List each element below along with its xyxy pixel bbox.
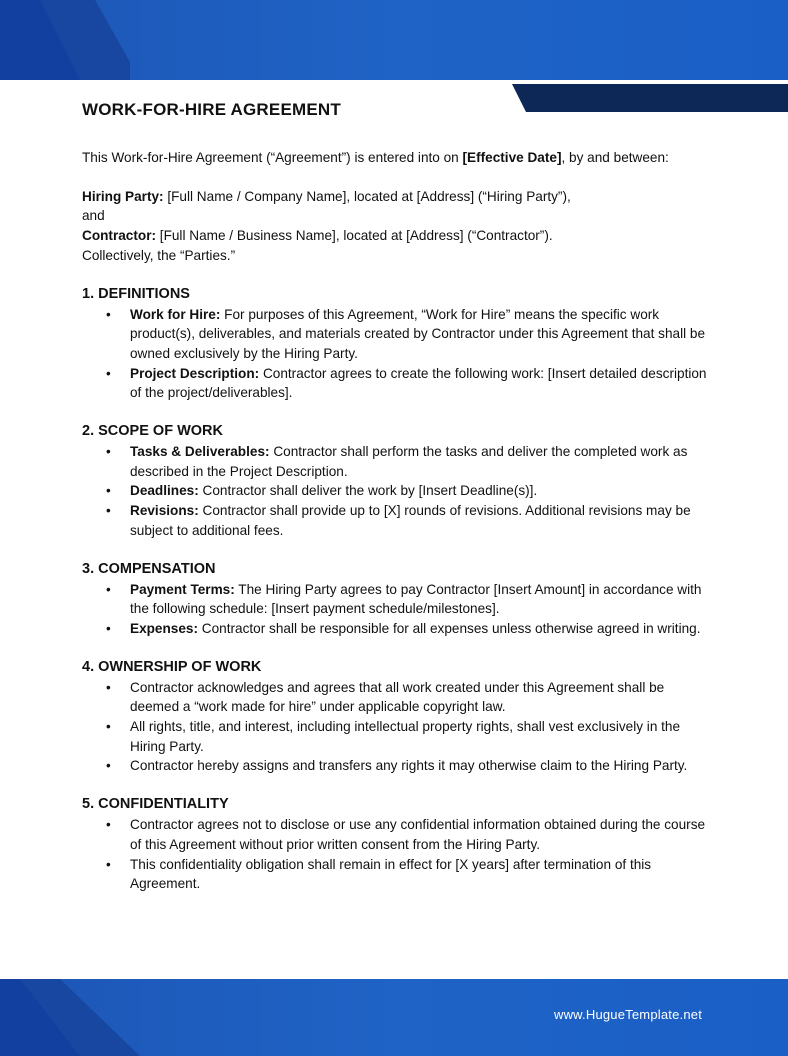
hiring-party-text: [Full Name / Company Name], located at [Address] (“Hiring Party”), bbox=[163, 188, 571, 204]
section-heading: 1. DEFINITIONS bbox=[82, 285, 190, 302]
bullet-icon: • bbox=[106, 856, 111, 872]
sections-container bbox=[82, 284, 712, 894]
section-heading: 3. COMPENSATION bbox=[82, 560, 216, 577]
parties-block bbox=[82, 187, 712, 266]
item-label: Payment Terms: bbox=[130, 581, 235, 597]
document-body bbox=[82, 96, 712, 894]
contractor-line bbox=[82, 226, 712, 246]
item-label: Project Description: bbox=[130, 365, 260, 381]
section-heading: 5. CONFIDENTIALITY bbox=[82, 796, 229, 813]
section-bullet-list bbox=[82, 815, 712, 894]
item-label: Revisions: bbox=[130, 503, 199, 519]
effective-date-placeholder: [Effective Date] bbox=[462, 150, 562, 165]
section-heading: 4. OWNERSHIP OF WORK bbox=[82, 658, 262, 675]
bullet-icon: • bbox=[106, 817, 111, 833]
item-text: Contractor shall be responsible for all expenses unless otherwise agreed in writing. bbox=[198, 620, 701, 636]
section-bullet-list bbox=[82, 678, 712, 777]
list-item bbox=[106, 756, 712, 776]
list-item bbox=[106, 501, 712, 540]
item-text: This confidentiality obligation shall remain in effect for [X years] after termination of this Agreement. bbox=[130, 856, 652, 892]
bullet-icon: • bbox=[106, 365, 111, 381]
list-item bbox=[106, 815, 712, 854]
contractor-text: [Full Name / Business Name], located at [Address] (“Contractor”). bbox=[156, 228, 553, 244]
list-item bbox=[106, 305, 712, 364]
intro-text-start: This Work-for-Hire Agreement (“Agreement”) is entered into on bbox=[82, 150, 463, 165]
item-label: Deadlines: bbox=[130, 483, 199, 499]
hiring-party-label: Hiring Party: bbox=[82, 188, 164, 204]
item-text: All rights, title, and interest, including intellectual property rights, shall vest exclusively in the Hiring Party. bbox=[130, 719, 681, 754]
header-band bbox=[0, 0, 788, 80]
section-heading: 2. SCOPE OF WORK bbox=[82, 423, 223, 440]
list-item bbox=[106, 364, 712, 403]
section-bullet-list bbox=[82, 580, 712, 639]
hiring-party-line bbox=[82, 187, 712, 207]
item-text: The Hiring Party agrees to pay Contractor [Insert Amount] in accordance with the following schedule: [Insert payment schedule/milestones]. bbox=[130, 581, 702, 617]
footer-website-url[interactable]: www.HugueTemplate.net bbox=[554, 1007, 702, 1022]
list-item bbox=[106, 855, 712, 894]
intro-paragraph bbox=[82, 148, 712, 168]
list-item bbox=[106, 678, 712, 717]
bullet-icon: • bbox=[106, 503, 111, 519]
list-item bbox=[106, 580, 712, 619]
list-item bbox=[106, 481, 712, 501]
bullet-icon: • bbox=[106, 444, 111, 460]
item-text: Contractor agrees to create the following work: [Insert detailed description of the project/deliverables]. bbox=[130, 365, 707, 401]
bullet-icon: • bbox=[106, 483, 111, 499]
collectively-line: Collectively, the “Parties.” bbox=[82, 247, 236, 263]
item-text: Contractor shall provide up to [X] rounds of revisions. Additional revisions may be subject to additional fees. bbox=[130, 503, 691, 538]
item-text: Contractor hereby assigns and transfers any rights it may otherwise claim to the Hiring Party. bbox=[130, 758, 688, 774]
item-label: Tasks & Deliverables: bbox=[130, 444, 270, 460]
item-text: Contractor agrees not to disclose or use any confidential information obtained during the course of this Agreement without prior written consent from the Hiring Party. bbox=[130, 817, 706, 852]
list-item bbox=[106, 442, 712, 481]
and-line: and bbox=[82, 208, 105, 224]
item-text: Contractor shall perform the tasks and deliver the completed work as described in the Project Description. bbox=[130, 444, 688, 479]
bullet-icon: • bbox=[106, 620, 111, 636]
item-label: Work for Hire: bbox=[130, 306, 221, 322]
list-item bbox=[106, 619, 712, 639]
section-bullet-list bbox=[82, 305, 712, 404]
list-item bbox=[106, 717, 712, 756]
bullet-icon: • bbox=[106, 758, 111, 774]
document-title: WORK-FOR-HIRE AGREEMENT bbox=[82, 100, 341, 119]
item-text: Contractor shall deliver the work by [Insert Deadline(s)]. bbox=[198, 483, 538, 499]
bullet-icon: • bbox=[106, 581, 111, 597]
item-text: Contractor acknowledges and agrees that all work created under this Agreement shall be deemed a “work made for hire” under applicable copyright law. bbox=[130, 679, 665, 715]
section-bullet-list bbox=[82, 442, 712, 541]
item-text: For purposes of this Agreement, “Work for Hire” means the specific work product(s), deliverables, and materials created by Contractor under this Agreement that shall be owned exclusively by the Hiring Party. bbox=[130, 306, 706, 361]
contractor-label: Contractor: bbox=[82, 228, 157, 244]
bullet-icon: • bbox=[106, 719, 111, 735]
bullet-icon: • bbox=[106, 306, 111, 322]
bullet-icon: • bbox=[106, 679, 111, 695]
item-label: Expenses: bbox=[130, 620, 199, 636]
intro-text-end: , by and between: bbox=[561, 150, 669, 165]
